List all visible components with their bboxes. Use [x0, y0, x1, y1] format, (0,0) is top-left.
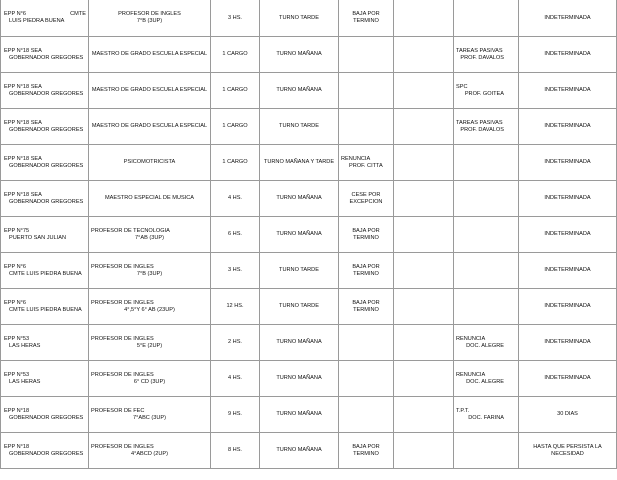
duration-line-1: INDETERMINADA	[544, 14, 591, 21]
table-body	[1, 0, 617, 469]
reason-line-2: TERMINO	[353, 306, 379, 313]
position-cell	[89, 73, 211, 109]
note-line-1: RENUNCIA	[456, 335, 486, 342]
shift-cell: TURNO MAÑANA	[260, 325, 339, 361]
reason-line-1: BAJA POR	[352, 263, 380, 270]
table-row	[1, 109, 617, 145]
note-cell	[454, 37, 519, 73]
school-location: GOBERNADOR GREGORES	[9, 162, 84, 169]
reason-line-2: TERMINO	[353, 234, 379, 241]
reason-cell	[339, 73, 394, 109]
reason-cell	[339, 37, 394, 73]
school-prefix: CMTE	[70, 11, 86, 17]
school-name: EPP N°18 SEA	[4, 47, 42, 54]
reason-line-1: BAJA POR	[352, 299, 380, 306]
school-location: GOBERNADOR GREGORES	[9, 414, 84, 421]
school-location: GOBERNADOR GREGORES	[9, 54, 84, 61]
shift-cell: TURNO MAÑANA	[260, 217, 339, 253]
school-cell	[1, 397, 89, 433]
reason-line-1: BAJA POR	[352, 11, 380, 17]
table-row	[1, 397, 617, 433]
table-row	[1, 253, 617, 289]
school-name: EPP N°6	[4, 11, 27, 17]
hours-cell: 1 CARGO	[211, 145, 260, 181]
position-cell	[89, 37, 211, 73]
note-cell	[454, 397, 519, 433]
table-row	[1, 73, 617, 109]
note-cell	[454, 145, 519, 181]
table-row	[1, 289, 617, 325]
note-cell	[454, 361, 519, 397]
note-line-1: RENUNCIA	[456, 371, 486, 378]
school-location: GOBERNADOR GREGORES	[9, 126, 84, 133]
note-line-1: SPC	[456, 83, 468, 90]
note-line-1: TAREAS PASIVAS	[456, 119, 503, 126]
reason-line-1: BAJA POR	[352, 443, 380, 450]
position-title: PROFESOR DE INGLES	[91, 335, 154, 342]
reason-line-1: BAJA POR	[352, 227, 380, 234]
position-course: 7°ABC (3UP)	[132, 414, 166, 421]
school-location: LAS HERAS	[9, 342, 41, 349]
reason-cell	[339, 0, 394, 37]
duration-cell	[519, 37, 617, 73]
hours-cell: 3 HS.	[211, 0, 260, 37]
hours-cell: 1 CARGO	[211, 37, 260, 73]
position-cell	[89, 361, 211, 397]
position-cell	[89, 217, 211, 253]
position-cell	[89, 145, 211, 181]
shift-cell: TURNO MAÑANA	[260, 361, 339, 397]
position-title: PROFESOR DE INGLES	[91, 263, 154, 270]
school-cell	[1, 181, 89, 217]
reason-line-1: CESE POR	[351, 191, 381, 198]
reason-cell	[339, 253, 394, 289]
reason-cell	[339, 361, 394, 397]
school-cell	[1, 109, 89, 145]
school-name: EPP N°18 SEA	[4, 155, 42, 162]
shift-cell: TURNO TARDE	[260, 253, 339, 289]
position-course: 7°B (3UP)	[136, 270, 163, 277]
position-title: MAESTRO ESPECIAL DE MUSICA	[105, 195, 194, 201]
reason-cell	[339, 433, 394, 469]
duration-cell	[519, 253, 617, 289]
reason-cell	[339, 109, 394, 145]
table-row	[1, 217, 617, 253]
shift-cell: TURNO MAÑANA	[260, 73, 339, 109]
duration-line-1: HASTA QUE PERSISTA LA	[533, 443, 602, 450]
reason-cell	[339, 289, 394, 325]
school-name: EPP N°75	[4, 227, 30, 234]
note-cell	[454, 0, 519, 37]
position-course: 5°E (2UP)	[136, 342, 163, 349]
note-cell	[454, 109, 519, 145]
position-cell	[89, 397, 211, 433]
duration-cell	[519, 181, 617, 217]
school-cell	[1, 325, 89, 361]
school-name: EPP N°53	[4, 335, 30, 342]
empty-cell	[394, 0, 454, 37]
school-location: GOBERNADOR GREGORES	[9, 198, 84, 205]
school-cell	[1, 73, 89, 109]
reason-cell	[339, 217, 394, 253]
shift-cell: TURNO MAÑANA	[260, 397, 339, 433]
position-title: PROFESOR DE INGLES	[91, 299, 154, 306]
school-cell	[1, 289, 89, 325]
duration-line-1: INDETERMINADA	[544, 303, 591, 309]
reason-line-2: PROF. CITTA	[349, 162, 383, 169]
reason-line-2: TERMINO	[353, 450, 379, 457]
position-title: PROFESOR DE FEC	[91, 407, 145, 414]
empty-cell	[394, 73, 454, 109]
position-title: PROFESOR DE INGLES	[91, 443, 154, 450]
school-cell	[1, 361, 89, 397]
school-name: EPP N°18	[4, 407, 30, 414]
table-row	[1, 0, 617, 37]
school-location: LUIS PIEDRA BUENA	[9, 18, 65, 24]
hours-cell: 4 HS.	[211, 181, 260, 217]
reason-line-1: RENUNCIA	[341, 155, 371, 162]
shift-cell: TURNO MAÑANA	[260, 181, 339, 217]
school-location: GOBERNADOR GREGORES	[9, 90, 84, 97]
school-cell	[1, 37, 89, 73]
note-line-2: PROF. GOITEA	[464, 90, 504, 97]
position-title: PROFESOR DE TECNOLOGIA	[91, 227, 170, 234]
table-row	[1, 361, 617, 397]
note-cell	[454, 289, 519, 325]
table-row	[1, 145, 617, 181]
school-name: EPP N°18 SEA	[4, 119, 42, 126]
school-location: GOBERNADOR GREGORES	[9, 450, 84, 457]
position-title: PSICOMOTRICISTA	[123, 159, 176, 165]
school-location: PUERTO SAN JULIAN	[9, 234, 66, 241]
reason-line-2: EXCEPCION	[349, 198, 383, 205]
school-cell	[1, 0, 89, 37]
school-name: EPP N°18	[4, 443, 30, 450]
school-location: CMTE LUIS PIEDRA BUENA	[9, 270, 82, 277]
hours-cell: 1 CARGO	[211, 109, 260, 145]
school-name: EPP N°53	[4, 371, 30, 378]
empty-cell	[394, 109, 454, 145]
duration-line-1: INDETERMINADA	[544, 231, 591, 237]
school-cell	[1, 253, 89, 289]
position-cell	[89, 325, 211, 361]
shift-cell: TURNO TARDE	[260, 289, 339, 325]
shift-cell: TURNO TARDE	[260, 0, 339, 37]
position-title: MAESTRO DE GRADO ESCUELA ESPECIAL	[91, 123, 208, 129]
hours-cell: 12 HS.	[211, 289, 260, 325]
school-name: EPP N°6	[4, 263, 27, 270]
school-name: EPP N°18 SEA	[4, 83, 42, 90]
note-line-2: DOC. ALEGRE	[466, 378, 504, 385]
duration-line-2: NECESIDAD	[551, 450, 584, 457]
duration-line-1: INDETERMINADA	[544, 267, 591, 273]
position-course: 7°AB (3UP)	[135, 234, 164, 241]
school-cell	[1, 217, 89, 253]
hours-cell: 9 HS.	[211, 397, 260, 433]
position-cell	[89, 433, 211, 469]
position-course: 4°ABCD (2UP)	[130, 450, 169, 457]
hours-cell: 4 HS.	[211, 361, 260, 397]
duration-cell	[519, 73, 617, 109]
note-cell	[454, 253, 519, 289]
position-cell	[89, 289, 211, 325]
duration-cell	[519, 433, 617, 469]
note-cell	[454, 217, 519, 253]
empty-cell	[394, 253, 454, 289]
empty-cell	[394, 181, 454, 217]
note-line-2: PROF. DAVALOS	[460, 54, 504, 61]
shift-cell: TURNO MAÑANA Y TARDE	[260, 145, 339, 181]
school-cell	[1, 433, 89, 469]
duration-cell	[519, 217, 617, 253]
table-row	[1, 433, 617, 469]
shift-cell: TURNO TARDE	[260, 109, 339, 145]
reason-cell	[339, 181, 394, 217]
note-line-1: TAREAS PASIVAS	[456, 47, 503, 54]
empty-cell	[394, 37, 454, 73]
hours-cell: 2 HS.	[211, 325, 260, 361]
school-location: LAS HERAS	[9, 378, 41, 385]
school-name: EPP N°6	[4, 299, 27, 306]
note-cell	[454, 433, 519, 469]
note-line-2: PROF. DAVALOS	[460, 126, 504, 133]
position-title: MAESTRO DE GRADO ESCUELA ESPECIAL	[91, 87, 208, 93]
empty-cell	[394, 397, 454, 433]
note-line-2: DOC. ALEGRE	[466, 342, 504, 349]
duration-line-1: INDETERMINADA	[544, 375, 591, 381]
hours-cell: 6 HS.	[211, 217, 260, 253]
note-cell	[454, 181, 519, 217]
duration-cell	[519, 0, 617, 37]
position-cell	[89, 109, 211, 145]
position-cell	[89, 0, 211, 37]
position-course: 6° CD (3UP)	[133, 378, 166, 385]
duration-line-1: INDETERMINADA	[544, 195, 591, 201]
position-title: PROFESOR DE INGLES	[118, 11, 181, 17]
position-course: 4°,5°Y 6° AB (23UP)	[124, 306, 175, 313]
position-title: MAESTRO DE GRADO ESCUELA ESPECIAL	[91, 51, 208, 57]
note-cell	[454, 73, 519, 109]
duration-line-1: 30 DIAS	[557, 411, 578, 417]
duration-cell	[519, 289, 617, 325]
duration-cell	[519, 397, 617, 433]
duration-cell	[519, 325, 617, 361]
empty-cell	[394, 289, 454, 325]
empty-cell	[394, 433, 454, 469]
empty-cell	[394, 325, 454, 361]
note-line-1: T.P.T.	[456, 407, 470, 414]
position-course: 7°B (3UP)	[136, 18, 163, 24]
note-line-2: DOC. FARINA	[468, 414, 504, 421]
position-title: PROFESOR DE INGLES	[91, 371, 154, 378]
duration-line-1: INDETERMINADA	[544, 123, 591, 129]
table-row	[1, 37, 617, 73]
reason-cell	[339, 325, 394, 361]
hours-cell: 8 HS.	[211, 433, 260, 469]
empty-cell	[394, 217, 454, 253]
school-name: EPP N°18 SEA	[4, 191, 42, 198]
reason-cell	[339, 397, 394, 433]
hours-cell: 3 HS.	[211, 253, 260, 289]
position-cell	[89, 253, 211, 289]
shift-cell: TURNO MAÑANA	[260, 37, 339, 73]
note-cell	[454, 325, 519, 361]
duration-line-1: INDETERMINADA	[544, 51, 591, 57]
reason-line-2: TERMINO	[353, 270, 379, 277]
duration-line-1: INDETERMINADA	[544, 339, 591, 345]
table-row	[1, 325, 617, 361]
hours-cell: 1 CARGO	[211, 73, 260, 109]
duration-line-1: INDETERMINADA	[544, 159, 591, 165]
reason-cell	[339, 145, 394, 181]
shift-cell: TURNO MAÑANA	[260, 433, 339, 469]
table-row	[1, 181, 617, 217]
position-cell	[89, 181, 211, 217]
reason-line-2: TERMINO	[353, 18, 379, 24]
school-location: CMTE LUIS PIEDRA BUENA	[9, 306, 82, 313]
duration-cell	[519, 361, 617, 397]
empty-cell	[394, 145, 454, 181]
duration-line-1: INDETERMINADA	[544, 87, 591, 93]
duration-cell	[519, 109, 617, 145]
duration-cell	[519, 145, 617, 181]
empty-cell	[394, 361, 454, 397]
school-cell	[1, 145, 89, 181]
